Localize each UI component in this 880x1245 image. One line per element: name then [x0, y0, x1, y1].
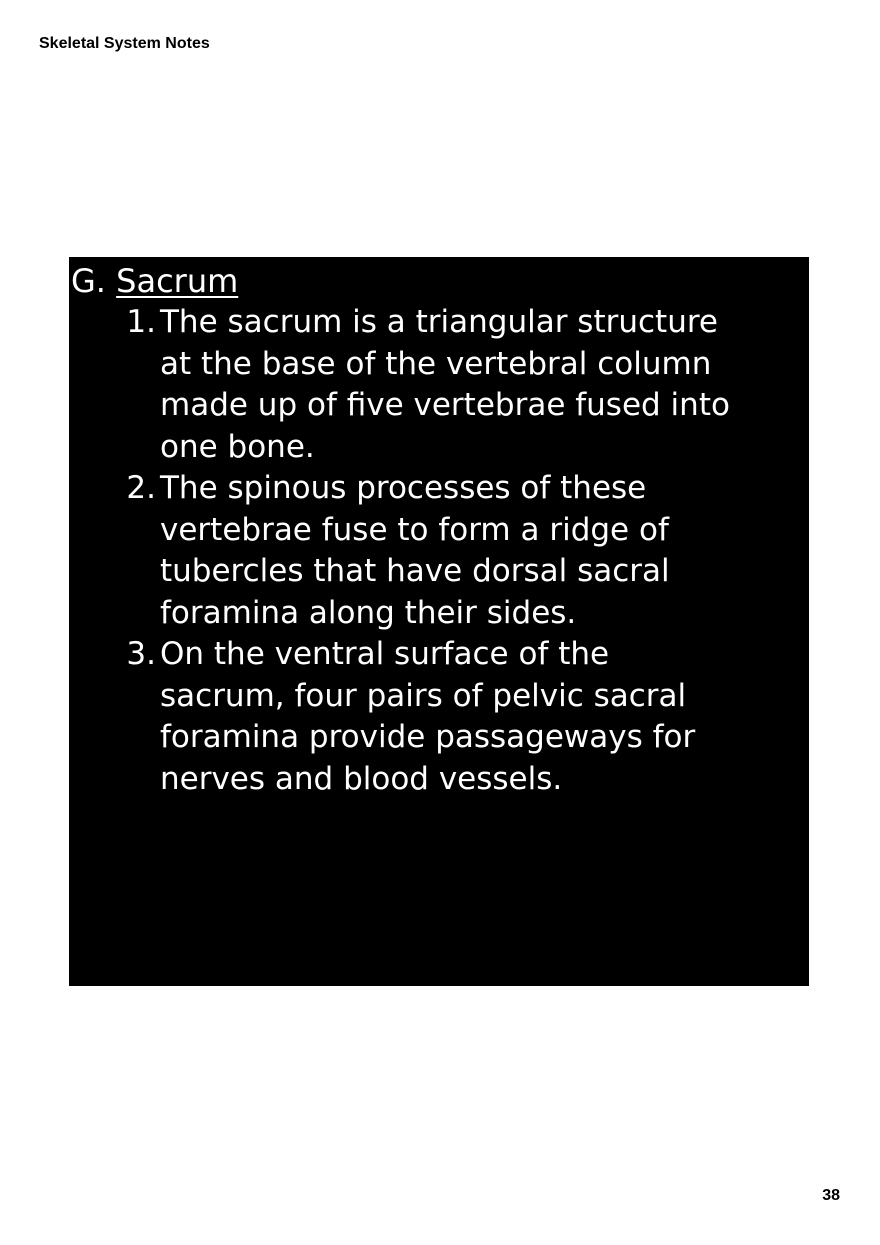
page-number: 38 [822, 1187, 840, 1204]
section-title: Sacrum [116, 262, 239, 300]
numbered-list [69, 302, 730, 800]
list-item-line: made up of five vertebrae fused into [160, 387, 730, 423]
section-heading [71, 261, 238, 301]
list-item-line: The sacrum is a triangular structure [160, 304, 718, 340]
list-item-line: at the base of the vertebral column [160, 345, 712, 382]
list-item-line: The spinous processes of these [160, 470, 647, 506]
list-item-line: nerves and blood vessels. [160, 760, 563, 797]
list-item-line: foramina provide passageways for [160, 719, 696, 755]
list-item-line: vertebrae fuse to form a ridge of [160, 511, 669, 548]
section-letter: G. [71, 262, 106, 300]
list-item [69, 634, 720, 800]
list-item-number: 2. [126, 470, 156, 506]
list-item-line: On the ventral surface of the [160, 636, 610, 672]
list-item-number: 3. [126, 636, 156, 672]
list-item-line: sacrum, four pairs of pelvic sacral [160, 677, 687, 714]
list-item-line: foramina along their sides. [160, 594, 577, 631]
document-header: Skeletal System Notes [39, 35, 210, 52]
list-item-line: tubercles that have dorsal sacral [160, 553, 670, 589]
list-item [69, 468, 720, 634]
list-item-line: one bone. [160, 428, 315, 465]
list-item-number: 1. [126, 304, 156, 340]
list-item [69, 302, 730, 468]
slide-panel [69, 257, 809, 986]
